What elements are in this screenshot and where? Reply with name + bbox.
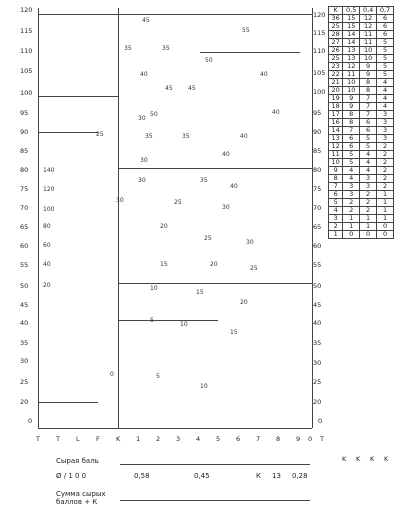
- line-80: [118, 168, 312, 169]
- raw-score-mark: 45: [188, 85, 196, 92]
- line-110: [200, 52, 300, 53]
- left-axis-tick: 55: [20, 261, 29, 269]
- raw-score-mark: 25: [204, 235, 212, 242]
- bottom-axis-label: L: [76, 435, 80, 443]
- raw-score-mark: 10: [180, 321, 188, 328]
- raw-score-mark: 30: [116, 197, 124, 204]
- raw-score-mark: 30: [138, 115, 146, 122]
- scale-table-cell: 3: [343, 191, 360, 199]
- scale-table-cell: 1: [377, 207, 394, 215]
- left-axis-tick: 70: [20, 204, 29, 212]
- scale-table-cell: 5: [360, 143, 377, 151]
- scale-table-cell: 15: [343, 15, 360, 23]
- scale-table-cell: 6: [360, 127, 377, 135]
- scale-table-cell: 36: [329, 15, 343, 23]
- left-axis-tick: 115: [20, 27, 33, 35]
- scale-table-cell: 0: [360, 231, 377, 239]
- right-axis-tick: 75: [313, 185, 322, 193]
- bottom-axis-label: 5: [216, 435, 221, 443]
- table-header-cell: 0,7: [377, 7, 394, 15]
- scale-table-cell: 1: [377, 215, 394, 223]
- scale-table-cell: 8: [329, 175, 343, 183]
- scale-table-cell: 0: [377, 231, 394, 239]
- scale-table-cell: 9: [329, 167, 343, 175]
- line-40: [118, 320, 218, 321]
- left-axis-tick: 105: [20, 67, 33, 75]
- scale-table-cell: 4: [360, 167, 377, 175]
- scale-table-cell: 5: [377, 55, 394, 63]
- scale-table-cell: 9: [343, 103, 360, 111]
- scale-table-cell: 18: [329, 103, 343, 111]
- scale-table-cell: 7: [360, 103, 377, 111]
- left-axis-tick: 75: [20, 185, 29, 193]
- scale-table-cell: 3: [360, 183, 377, 191]
- line-20: [38, 402, 98, 403]
- scale-table-cell: 14: [343, 31, 360, 39]
- table-footer-cell: K: [370, 455, 375, 463]
- scale-table-cell: 13: [343, 47, 360, 55]
- left-axis-tick: 65: [20, 223, 29, 231]
- scale-table-body: [329, 15, 394, 239]
- scale-table-cell: 7: [360, 111, 377, 119]
- scale-table-cell: 7: [343, 127, 360, 135]
- top-line: [38, 14, 312, 15]
- raw-score-mark: 30: [140, 157, 148, 164]
- scale-table-cell: 2: [329, 223, 343, 231]
- scale-table: [328, 6, 394, 239]
- left-axis-tick: 40: [20, 319, 29, 327]
- total-raw-score-label: Сумма сырых баллов + К: [56, 490, 106, 506]
- scale-table-cell: 28: [329, 31, 343, 39]
- scale-table-cell: 23: [329, 63, 343, 71]
- bottom-axis-label: 8: [276, 435, 281, 443]
- right-axis-tick: 105: [313, 69, 326, 77]
- scale-table-cell: 4: [377, 103, 394, 111]
- right-axis-tick: 20: [313, 398, 322, 406]
- line-90: [38, 132, 98, 133]
- scale-table-cell: 10: [360, 55, 377, 63]
- scale-table-cell: 7: [360, 95, 377, 103]
- scale-table-cell: 2: [360, 191, 377, 199]
- scale-table-cell: 26: [329, 47, 343, 55]
- raw-score-mark: 30: [222, 204, 230, 211]
- scale-table-cell: 7: [329, 183, 343, 191]
- right-axis-tick: 45: [313, 301, 322, 309]
- left-axis-tick: 50: [20, 282, 29, 290]
- left-axis-tick: 90: [20, 128, 29, 136]
- table-header-cell: K: [329, 7, 343, 15]
- left-axis-tick: 110: [20, 47, 33, 55]
- table-header-cell: 0,5: [343, 7, 360, 15]
- scale-table-cell: 1: [343, 223, 360, 231]
- right-axis-tick: 50: [313, 282, 322, 290]
- scale-table-cell: 3: [329, 215, 343, 223]
- bottom-axis-label: T: [56, 435, 60, 443]
- left-axis-tick: 20: [20, 398, 29, 406]
- scale-table-cell: 5: [329, 199, 343, 207]
- correction-value: 0,28: [292, 472, 308, 480]
- scale-table-cell: 27: [329, 39, 343, 47]
- scale-table-cell: 5: [343, 151, 360, 159]
- scale-table-row: [329, 231, 394, 239]
- scale-table-cell: 2: [343, 199, 360, 207]
- raw-score-mark: 15: [196, 289, 204, 296]
- right-axis-tick: 115: [313, 29, 326, 37]
- right-axis-tick: 110: [313, 47, 326, 55]
- bottom-axis-label: K: [116, 435, 121, 443]
- raw-score-mark: 10: [200, 383, 208, 390]
- scale-table-cell: 25: [329, 23, 343, 31]
- scale-table-cell: 10: [360, 47, 377, 55]
- scale-table-cell: 4: [377, 95, 394, 103]
- raw-score-mark: 0: [110, 371, 114, 378]
- raw-score-mark: 50: [205, 57, 213, 64]
- raw-score-mark: 55: [242, 27, 250, 34]
- scale-table-cell: 14: [329, 127, 343, 135]
- raw-score-mark: 15: [160, 261, 168, 268]
- scale-table-cell: 11: [360, 31, 377, 39]
- scale-table-cell: 13: [343, 55, 360, 63]
- line-50: [118, 283, 312, 284]
- raw-score-mark: 35: [162, 45, 170, 52]
- raw-score-mark: 20: [160, 223, 168, 230]
- bottom-axis-label: 7: [256, 435, 261, 443]
- correction-label: Ø / 1 0 0: [56, 472, 87, 480]
- scale-table-cell: 6: [377, 15, 394, 23]
- bottom-axis-label: 2: [156, 435, 161, 443]
- scale-table-cell: 1: [343, 215, 360, 223]
- scale-table-cell: 1: [377, 191, 394, 199]
- scale-table-cell: 5: [360, 135, 377, 143]
- right-axis-tick: 55: [313, 261, 322, 269]
- scale-table-cell: 11: [329, 151, 343, 159]
- bottom-line: [38, 428, 312, 429]
- scale-table-cell: 12: [360, 15, 377, 23]
- scale-table-cell: 2: [377, 183, 394, 191]
- scale-table-cell: 9: [360, 63, 377, 71]
- left-axis-tick: 100: [20, 89, 33, 97]
- scale-table-cell: 20: [329, 87, 343, 95]
- inner-tick: 120: [43, 186, 55, 193]
- raw-score-mark: 30: [138, 177, 146, 184]
- right-axis-tick: 35: [313, 339, 322, 347]
- scale-table-cell: 9: [360, 71, 377, 79]
- right-axis-tick: 85: [313, 147, 322, 155]
- raw-score-mark: 40: [230, 183, 238, 190]
- right-axis-tick: 40: [313, 319, 322, 327]
- scale-table-cell: 12: [329, 143, 343, 151]
- scale-table-cell: 6: [329, 191, 343, 199]
- scale-table-cell: 12: [343, 63, 360, 71]
- right-axis-tick: 70: [313, 204, 322, 212]
- scale-table-cell: 4: [329, 207, 343, 215]
- bottom-axis-label: 1: [136, 435, 141, 443]
- correction-value: К: [256, 472, 261, 480]
- scale-table-cell: 0: [343, 231, 360, 239]
- scale-table-cell: 5: [343, 159, 360, 167]
- right-axis-tick: 0: [318, 417, 323, 425]
- raw-score-mark: 20: [210, 261, 218, 268]
- right-axis-tick: 95: [313, 109, 322, 117]
- right-axis-tick: 65: [313, 223, 322, 231]
- scale-table-cell: 2: [377, 143, 394, 151]
- left-axis-tick: 60: [20, 242, 29, 250]
- scale-table-cell: 3: [377, 127, 394, 135]
- raw-score-mark: 45: [165, 85, 173, 92]
- raw-score-mark: 20: [240, 299, 248, 306]
- scale-table-cell: 2: [377, 151, 394, 159]
- scale-table-cell: 4: [343, 167, 360, 175]
- raw-score-label: Сырая баль: [56, 457, 99, 465]
- correction-value: 0,45: [194, 472, 210, 480]
- left-axis-tick: 0: [28, 417, 33, 425]
- scale-table-cell: 6: [343, 143, 360, 151]
- scale-table-cell: 19: [329, 95, 343, 103]
- right-axis-tick: 100: [313, 88, 326, 96]
- right-axis-tick: 120: [313, 11, 326, 19]
- scale-table-cell: 5: [377, 71, 394, 79]
- scale-table-cell: 6: [360, 119, 377, 127]
- right-border-line: [312, 8, 313, 428]
- table-footer-cell: K: [356, 455, 361, 463]
- raw-score-mark: 15: [230, 329, 238, 336]
- right-axis-tick: 30: [313, 359, 322, 367]
- total-raw-score-line: [120, 500, 310, 501]
- scale-table-cell: 11: [360, 39, 377, 47]
- scale-table-cell: 1: [360, 215, 377, 223]
- scale-table-cell: 0: [377, 223, 394, 231]
- raw-score-mark: 40: [240, 133, 248, 140]
- bottom-axis-label: 9: [296, 435, 301, 443]
- right-axis-tick: 60: [313, 242, 322, 250]
- scale-table-cell: 8: [360, 79, 377, 87]
- raw-score-mark: 10: [150, 285, 158, 292]
- scale-table-cell: 4: [360, 159, 377, 167]
- scale-table-cell: 3: [377, 119, 394, 127]
- raw-score-mark: 45: [142, 17, 150, 24]
- raw-score-mark: 40: [260, 71, 268, 78]
- inner-tick: 60: [43, 242, 51, 249]
- scale-table-cell: 10: [343, 87, 360, 95]
- scale-table-cell: 3: [377, 135, 394, 143]
- raw-score-mark: 25: [250, 265, 258, 272]
- scale-table-cell: 8: [343, 119, 360, 127]
- scale-table-cell: 2: [377, 167, 394, 175]
- scale-table-cell: 3: [377, 111, 394, 119]
- left-axis-tick: 95: [20, 109, 29, 117]
- scale-table-cell: 12: [360, 23, 377, 31]
- scale-table-cell: 2: [360, 199, 377, 207]
- scale-table-cell: 4: [377, 87, 394, 95]
- scale-table-cell: 10: [343, 79, 360, 87]
- scale-table-cell: 6: [343, 135, 360, 143]
- raw-score-mark: 25: [96, 131, 104, 138]
- scale-table-cell: 11: [343, 71, 360, 79]
- scale-table-cell: 6: [377, 23, 394, 31]
- right-axis-tick: 25: [313, 378, 322, 386]
- correction-value: 0,58: [134, 472, 150, 480]
- scale-table-cell: 17: [329, 111, 343, 119]
- bottom-axis-label: T: [320, 435, 324, 443]
- table-footer-cell: K: [342, 455, 347, 463]
- scale-table-cell: 6: [377, 31, 394, 39]
- scale-table-cell: 8: [343, 111, 360, 119]
- raw-score-line: [120, 464, 310, 465]
- left-axis-tick: 85: [20, 147, 29, 155]
- scale-table-cell: 13: [329, 135, 343, 143]
- scale-table-cell: 2: [377, 159, 394, 167]
- inner-tick: 40: [43, 261, 51, 268]
- left-axis-tick: 80: [20, 166, 29, 174]
- correction-value: 13: [272, 472, 281, 480]
- table-header-cell: 0,4: [360, 7, 377, 15]
- scale-table-cell: 4: [343, 175, 360, 183]
- raw-score-mark: 40: [140, 71, 148, 78]
- raw-score-mark: 50: [150, 111, 158, 118]
- scale-table-cell: 10: [329, 159, 343, 167]
- left-border-line: [38, 8, 39, 428]
- bottom-axis-label: 6: [236, 435, 241, 443]
- raw-score-mark: 40: [272, 109, 280, 116]
- raw-score-mark: 25: [174, 199, 182, 206]
- scale-table-cell: 15: [343, 23, 360, 31]
- raw-score-mark: 35: [124, 45, 132, 52]
- scale-table-cell: 1: [329, 231, 343, 239]
- left-axis-tick: 35: [20, 339, 29, 347]
- left-axis-tick: 120: [20, 6, 33, 14]
- bottom-axis-label: 0: [308, 435, 313, 443]
- scale-table-cell: 22: [329, 71, 343, 79]
- right-axis-tick: 90: [313, 128, 322, 136]
- left-axis-tick: 25: [20, 378, 29, 386]
- scale-table-cell: 3: [343, 183, 360, 191]
- bottom-axis-label: 3: [176, 435, 181, 443]
- scale-table-cell: 5: [377, 63, 394, 71]
- left-axis-tick: 45: [20, 301, 29, 309]
- scale-table-cell: 25: [329, 55, 343, 63]
- scale-table-cell: 14: [343, 39, 360, 47]
- bottom-axis-label: F: [96, 435, 100, 443]
- raw-score-mark: 35: [200, 177, 208, 184]
- inner-tick: 80: [43, 223, 51, 230]
- divider-line-k: [118, 8, 119, 428]
- inner-tick: 140: [43, 167, 55, 174]
- scale-table-cell: 21: [329, 79, 343, 87]
- scale-table-cell: 16: [329, 119, 343, 127]
- scale-table-cell: 5: [377, 47, 394, 55]
- scale-table-cell: 4: [377, 79, 394, 87]
- raw-score-mark: 35: [145, 133, 153, 140]
- scale-table-cell: 2: [343, 207, 360, 215]
- scale-table-cell: 3: [360, 175, 377, 183]
- inner-tick: 20: [43, 282, 51, 289]
- raw-score-mark: 5: [150, 317, 154, 324]
- bottom-axis-label: 4: [196, 435, 201, 443]
- scale-table-cell: 5: [377, 39, 394, 47]
- raw-score-mark: 5: [156, 373, 160, 380]
- scale-table-cell: 2: [360, 207, 377, 215]
- left-axis-tick: 30: [20, 357, 29, 365]
- raw-score-mark: 30: [246, 239, 254, 246]
- scale-table-cell: 8: [360, 87, 377, 95]
- inner-tick: 100: [43, 206, 55, 213]
- scale-table-cell: 9: [343, 95, 360, 103]
- bottom-axis-label: T: [36, 435, 40, 443]
- line-100: [38, 96, 118, 97]
- scale-table-cell: 4: [360, 151, 377, 159]
- scale-table-cell: 2: [377, 175, 394, 183]
- table-footer-cell: K: [384, 455, 389, 463]
- raw-score-mark: 35: [182, 133, 190, 140]
- scale-table-cell: 1: [360, 223, 377, 231]
- scale-table-cell: 1: [377, 199, 394, 207]
- right-axis-tick: 80: [313, 166, 322, 174]
- raw-score-mark: 40: [222, 151, 230, 158]
